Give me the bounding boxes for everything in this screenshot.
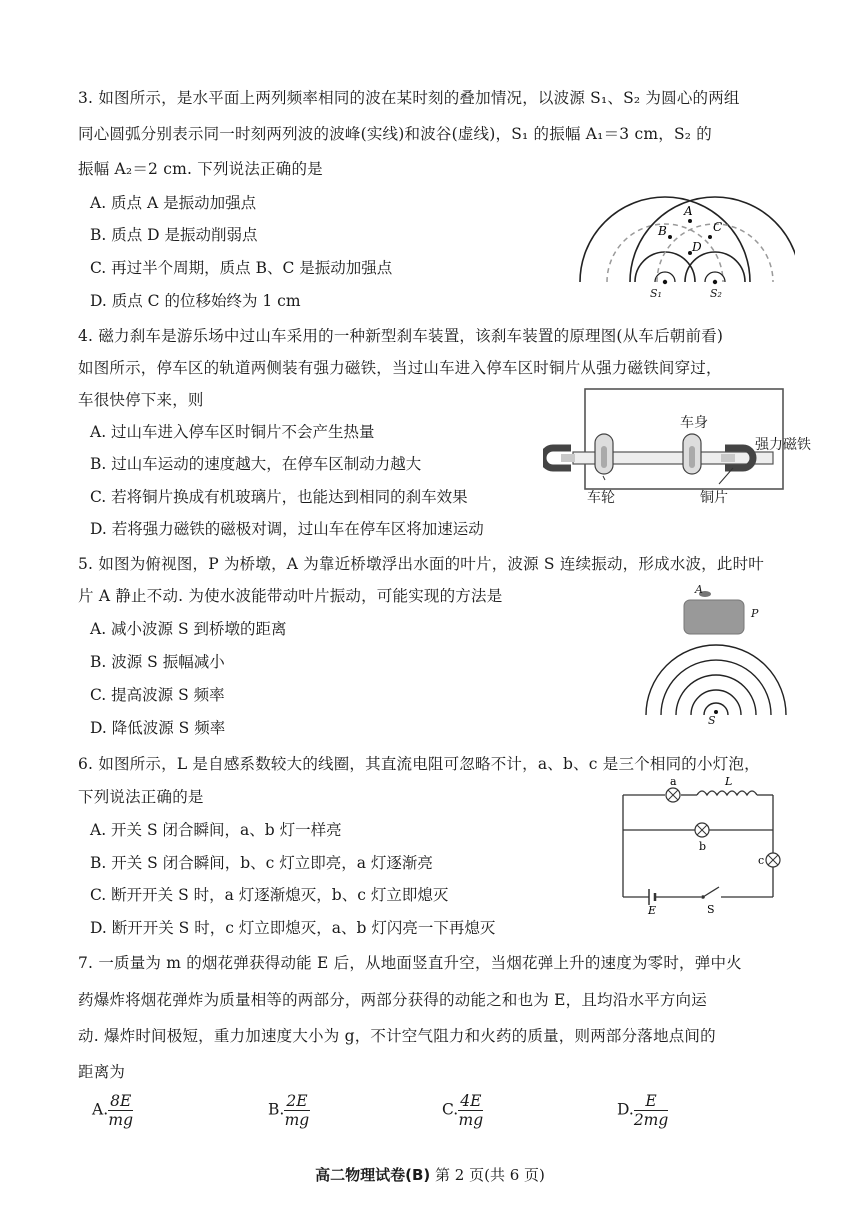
wave-interference-figure <box>575 187 795 287</box>
q6-option-b: B. 开关 S 闭合瞬间，b、c 灯立即亮，a 灯逐渐亮 <box>90 854 433 872</box>
q7-choice-b-numerator: 2E <box>286 1092 308 1110</box>
q5-stem-line-1: 5. 如图为俯视图，P 为桥墩，A 为靠近桥墩浮出水面的叶片，波源 S 连续振动，形成水波，此时叶 <box>78 555 764 573</box>
page-footer <box>0 1164 860 1185</box>
q7-stem-line-2: 药爆炸将烟花弹炸为质量相等的两部分，两部分获得的动能之和也为 E，且均沿水平方向运 <box>78 991 707 1009</box>
q4-option-c: C. 若将铜片换成有机玻璃片，也能达到相同的刹车效果 <box>90 488 468 506</box>
q7-choice-c <box>442 1092 483 1129</box>
q3-option-d: D. 质点 C 的位移始终为 1 cm <box>90 292 301 310</box>
source-s-label: S <box>708 714 716 727</box>
q7-choice-a-label: A. <box>92 1100 109 1119</box>
q7-choice-c-label: C. <box>442 1100 459 1119</box>
q7-choice-c-denominator: mg <box>458 1111 484 1129</box>
s2-label: S₂ <box>710 287 722 300</box>
pier-p-label: P <box>751 607 759 620</box>
q7-choice-b-label: B. <box>268 1100 285 1119</box>
q7-choice-b-denominator: mg <box>284 1111 310 1129</box>
circuit-figure <box>615 775 795 915</box>
leaf-a-label: A <box>695 583 703 596</box>
q5-option-a: A. 减小波源 S 到桥墩的距离 <box>90 620 287 638</box>
q3-option-c: C. 再过半个周期，质点 B、C 是振动加强点 <box>90 259 393 277</box>
q6-option-d: D. 断开开关 S 时，c 灯立即熄灭，a、b 灯闪亮一下再熄灭 <box>90 919 496 937</box>
car-body-label: 车身 <box>680 415 708 431</box>
q4-option-a: A. 过山车进入停车区时铜片不会产生热量 <box>90 423 375 441</box>
q7-choice-d-denominator: 2mg <box>633 1111 669 1129</box>
q4-option-d: D. 若将强力磁铁的磁极对调，过山车在停车区将加速运动 <box>90 520 484 538</box>
lamp-b-label: b <box>699 840 707 853</box>
point-c-label: C <box>713 220 723 234</box>
q3-stem-line-2: 同心圆弧分别表示同一时刻两列波的波峰(实线)和波谷(虚线)，S₁ 的振幅 A₁＝3 cm，S₂ 的 <box>78 125 713 143</box>
q7-stem-line-4: 距离为 <box>78 1063 126 1081</box>
q3-stem-line-3: 振幅 A₂＝2 cm. 下列说法正确的是 <box>78 160 323 178</box>
q5-option-c: C. 提高波源 S 频率 <box>90 686 225 704</box>
q6-option-c: C. 断开开关 S 时，a 灯逐渐熄灭，b、c 灯立即熄灭 <box>90 886 449 904</box>
magnet-label: 强力磁铁 <box>755 437 811 453</box>
q7-choice-a-denominator: mg <box>108 1111 134 1129</box>
q3-option-b: B. 质点 D 是振动削弱点 <box>90 226 258 244</box>
q7-choice-a <box>92 1092 133 1129</box>
q7-choice-d-numerator: E <box>634 1092 668 1111</box>
water-wave-figure <box>638 582 798 722</box>
q7-choice-c-numerator: 4E <box>460 1092 482 1110</box>
switch-s-label: S <box>707 903 715 915</box>
s1-label: S₁ <box>650 287 662 300</box>
q7-choice-b <box>268 1092 310 1129</box>
exam-title: 高二物理试卷(B) <box>315 1166 431 1184</box>
q4-stem-line-3: 车很快停下来，则 <box>78 391 204 409</box>
battery-e-label: E <box>648 904 657 915</box>
q6-option-a: A. 开关 S 闭合瞬间，a、b 灯一样亮 <box>90 821 342 839</box>
q7-stem-line-3: 动. 爆炸时间极短，重力加速度大小为 g，不计空气阻力和火药的质量，则两部分落地点间的 <box>78 1027 716 1045</box>
q6-stem-line-2: 下列说法正确的是 <box>78 788 204 806</box>
q7-choice-d <box>617 1092 668 1129</box>
q7-choice-a-numerator: 8E <box>110 1092 132 1110</box>
point-a-label: A <box>684 204 693 218</box>
q3-stem-line-1: 3. 如图所示，是水平面上两列频率相同的波在某时刻的叠加情况，以波源 S₁、S₂ 为圆心的两组 <box>78 89 740 107</box>
q7-choice-d-label: D. <box>617 1100 634 1119</box>
wheel-label: 车轮 <box>587 490 615 506</box>
q4-option-b: B. 过山车运动的速度越大，在停车区制动力越大 <box>90 455 422 473</box>
point-b-label: B <box>658 224 667 238</box>
q7-stem-line-1: 7. 一质量为 m 的烟花弹获得动能 E 后，从地面竖直升空，当烟花弹上升的速度为零时，弹中火 <box>78 954 742 972</box>
q4-stem-line-2: 如图所示，停车区的轨道两侧装有强力磁铁，当过山车进入停车区时铜片从强力磁铁间穿过， <box>78 359 722 377</box>
q6-stem-line-1: 6. 如图所示，L 是自感系数较大的线圈，其直流电阻可忽略不计，a、b、c 是三个相同的小灯泡， <box>78 755 760 773</box>
q5-stem-line-2: 片 A 静止不动. 为使水波能带动叶片振动，可能实现的方法是 <box>78 587 503 605</box>
q5-option-d: D. 降低波源 S 频率 <box>90 719 226 737</box>
page-number: 第 2 页(共 6 页) <box>435 1166 545 1184</box>
q5-option-b: B. 波源 S 振幅减小 <box>90 653 225 671</box>
copper-label: 铜片 <box>700 490 728 506</box>
q4-stem-line-1: 4. 磁力刹车是游乐场中过山车采用的一种新型刹车装置，该刹车装置的原理图(从车后朝前看) <box>78 327 724 345</box>
lamp-a-label: a <box>670 775 677 788</box>
coil-l-label: L <box>725 775 733 788</box>
q3-option-a: A. 质点 A 是振动加强点 <box>90 194 257 212</box>
point-d-label: D <box>692 240 702 254</box>
lamp-c-label: c <box>758 854 765 867</box>
